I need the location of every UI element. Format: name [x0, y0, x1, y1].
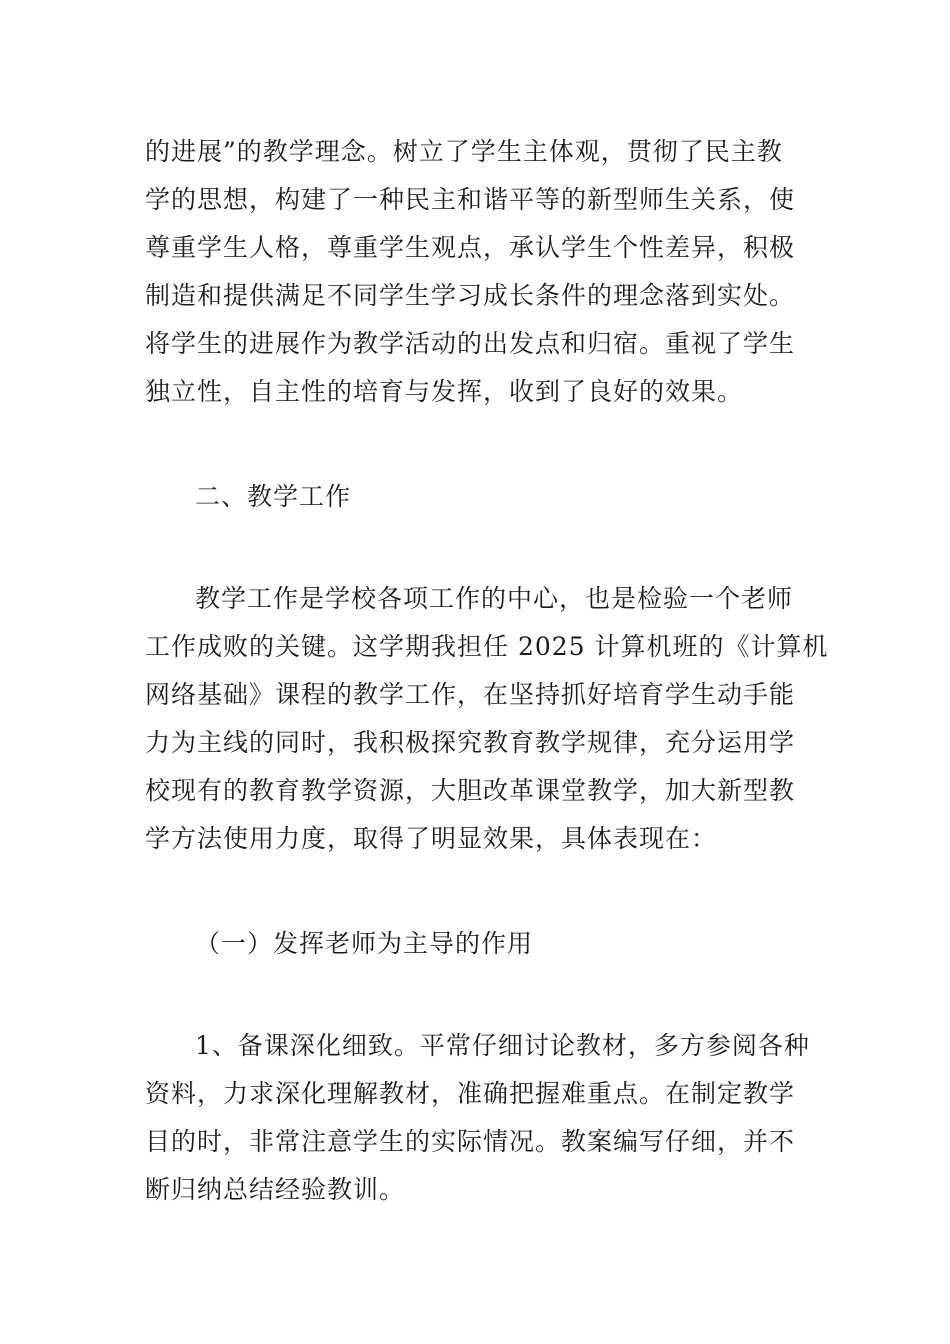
paragraph-line: 尊重学生人格，尊重学生观点，承认学生个性差异，积极 [145, 233, 796, 262]
paragraph-line: 将学生的进展作为教学活动的出发点和归宿。重视了学生 [145, 329, 796, 358]
paragraph-teaching-work [145, 575, 829, 863]
section-heading [145, 473, 817, 521]
paragraph-line: 校现有的教育教学资源，大胆改革课堂教学，加大新型教 [145, 776, 796, 805]
paragraph-line: 独立性，自主性的培育与发挥，收到了良好的效果。 [145, 377, 744, 406]
paragraph-line: 资料，力求深化理解教材，准确把握难重点。在制定教学 [145, 1079, 796, 1108]
paragraph-continuation [145, 128, 817, 416]
paragraph-line: 工作成败的关键。这学期我担任 2025 计算机班的《计算机 [145, 632, 829, 661]
paragraph-lesson-prep [145, 1022, 817, 1214]
paragraph-line: 教学工作是学校各项工作的中心，也是检验一个老师 [195, 584, 794, 613]
paragraph-line: 制造和提供满足不同学生学习成长条件的理念落到实处。 [145, 281, 796, 310]
paragraph-line: 学方法使用力度，取得了明显效果，具体表现在： [145, 824, 718, 853]
paragraph-line: 目的时，非常注意学生的实际情况。教案编写仔细，并不 [145, 1127, 796, 1156]
subsection-heading-text: （一）发挥老师为主导的作用 [195, 929, 534, 958]
subsection-heading [145, 920, 817, 968]
paragraph-line: 力为主线的同时，我积极探究教育教学规律，充分运用学 [145, 728, 796, 757]
paragraph-line: 1、备课深化细致。平常仔细讨论教材，多方参阅各种 [195, 1031, 810, 1060]
section-heading-text: 二、教学工作 [195, 482, 352, 511]
paragraph-line: 的进展”的教学理念。树立了学生主体观，贯彻了民主教 [145, 137, 783, 166]
paragraph-line: 断归纳总结经验教训。 [145, 1175, 406, 1204]
paragraph-line: 学的思想，构建了一种民主和谐平等的新型师生关系，使 [145, 185, 796, 214]
paragraph-line: 网络基础》课程的教学工作，在坚持抓好培育学生动手能 [145, 680, 796, 709]
